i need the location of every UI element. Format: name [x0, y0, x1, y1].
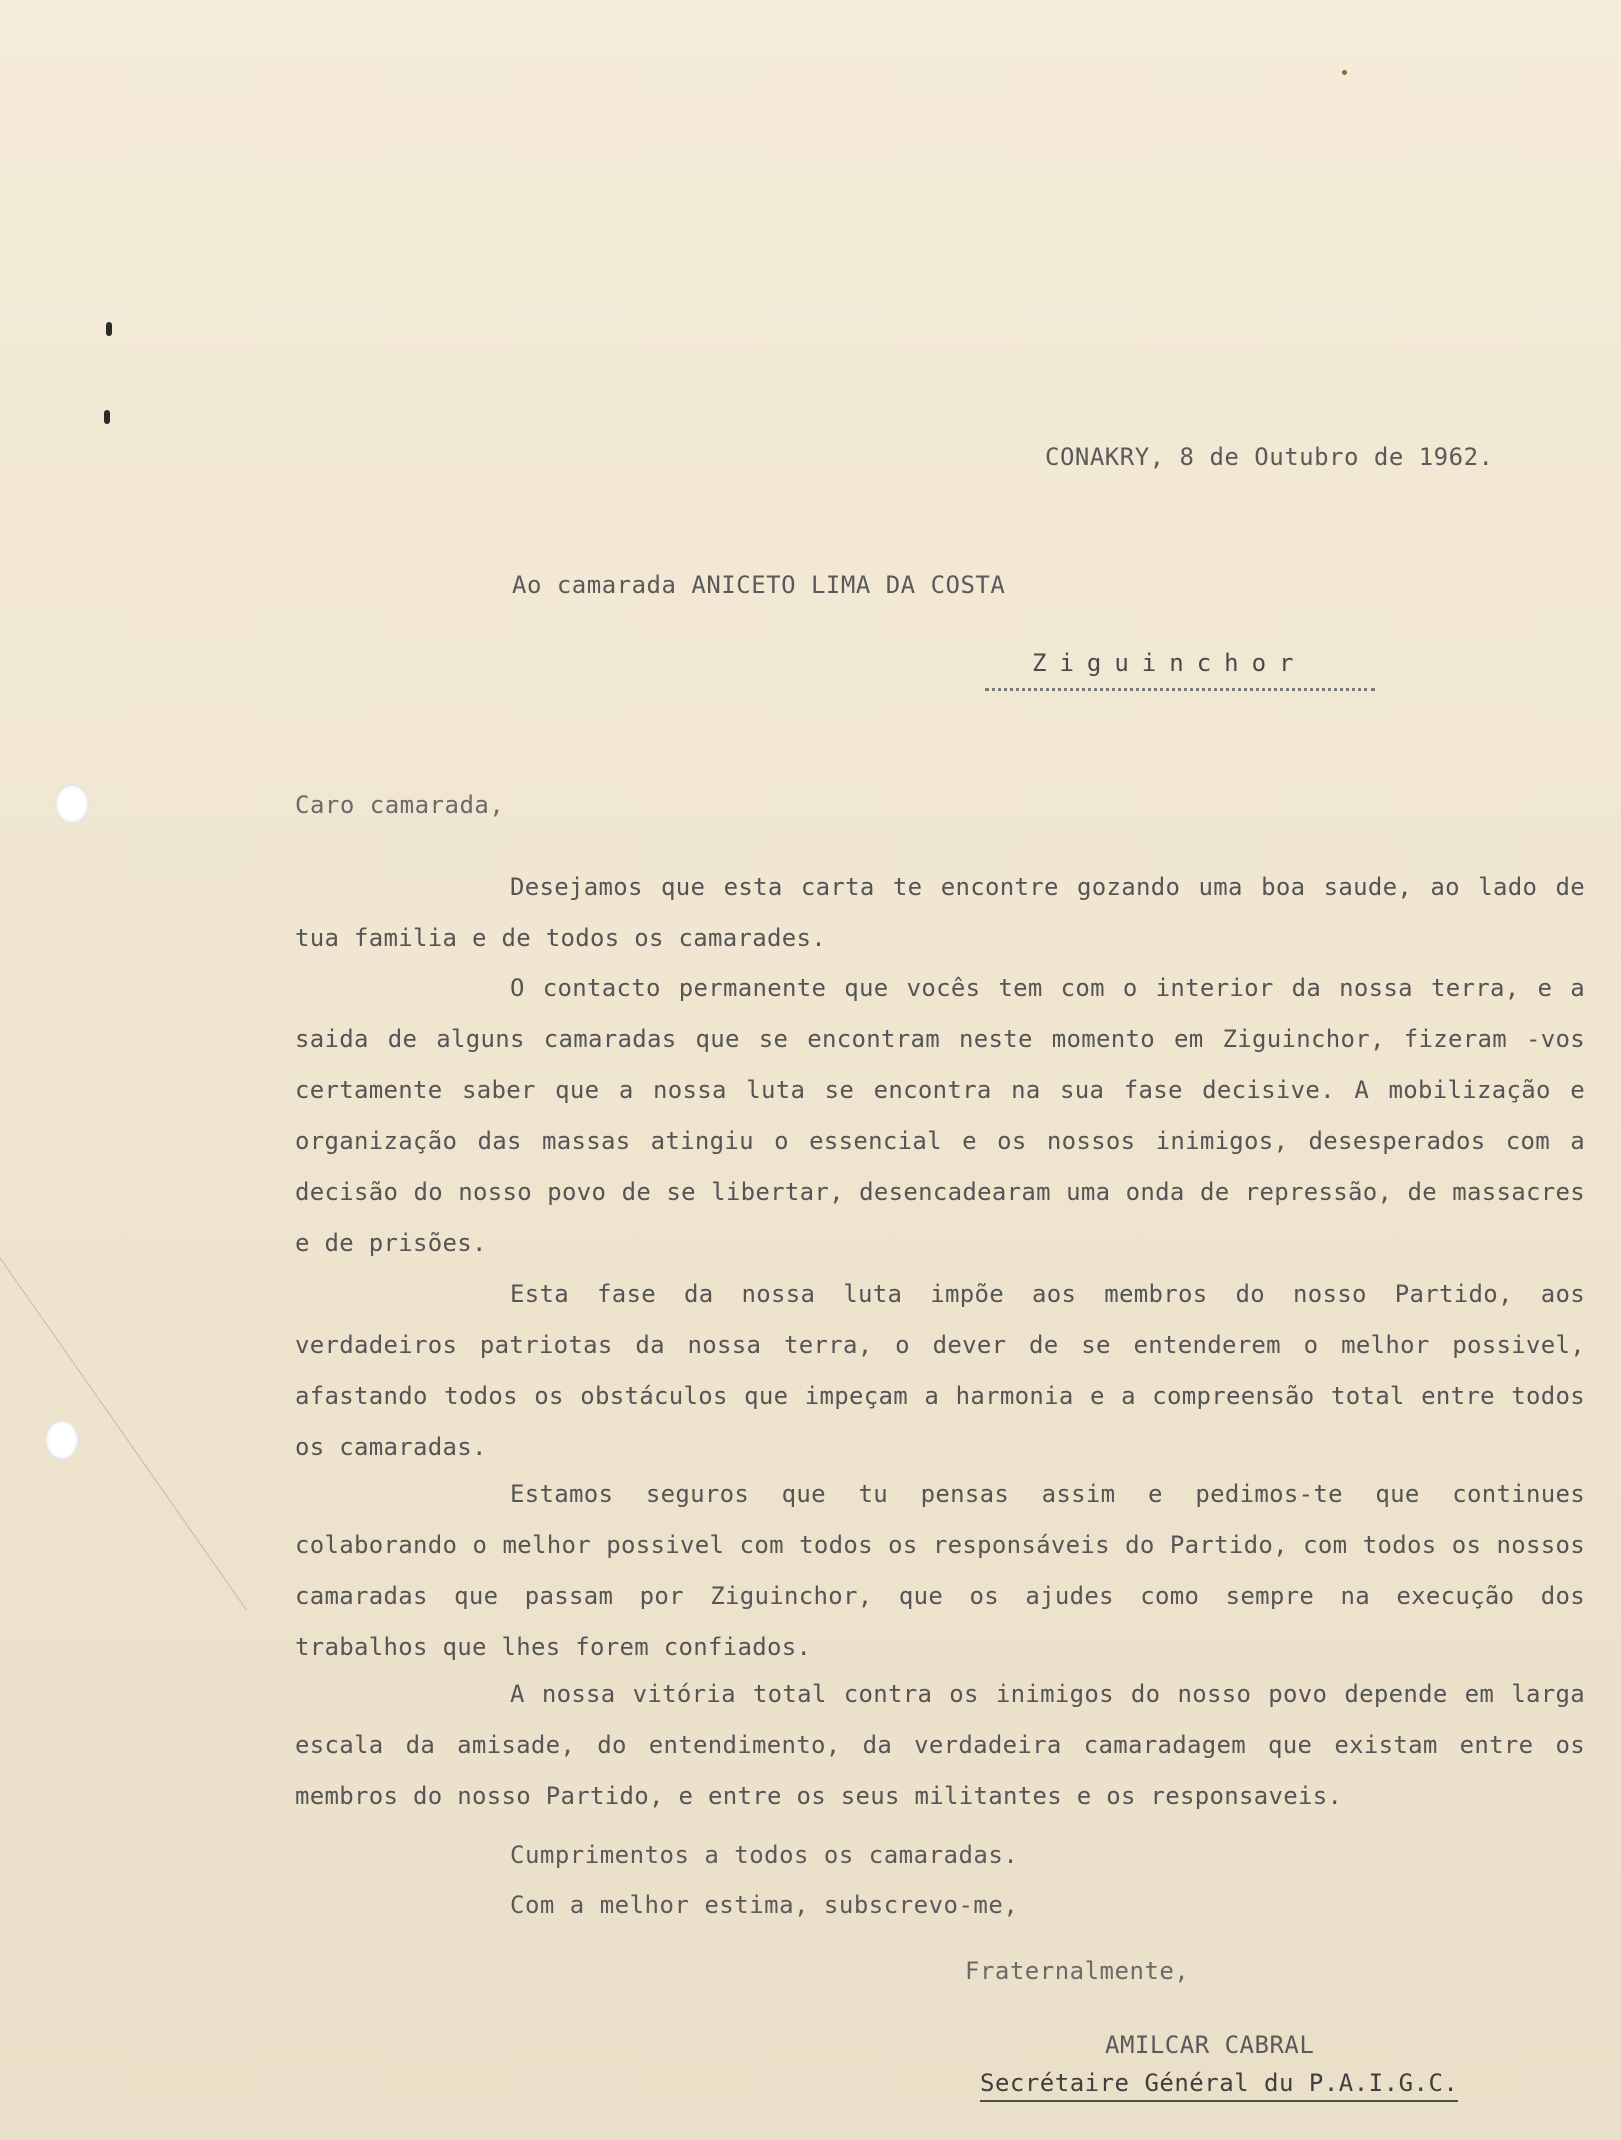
- salutation: Caro camarada,: [295, 791, 505, 819]
- signatory-name: AMILCAR CABRAL: [1105, 2031, 1315, 2059]
- recipient-city: Ziguinchor: [1032, 649, 1307, 677]
- paper-fold: [0, 1200, 247, 1610]
- ink-mark: [104, 410, 110, 424]
- closing-line: Cumprimentos a todos os camaradas.: [510, 1841, 1019, 1869]
- city-underline: [985, 688, 1375, 691]
- body-paragraph: A nossa vitória total contra os inimigos do nosso povo depende em larga escala da amisade, do entendimento, da verdadeira camaradagem que existam entre os membros do nosso Partido, e entre os seus militantes e os responsaveis.: [295, 1680, 1585, 1810]
- letter-date: CONAKRY, 8 de Outubro de 1962.: [1045, 443, 1494, 471]
- body-paragraph: Desejamos que esta carta te encontre gozando uma boa saude, ao lado de tua familia e de todos os camarades.: [295, 873, 1585, 952]
- closing-line: Com a melhor estima, subscrevo-me,: [510, 1891, 1019, 1919]
- body-paragraph: Esta fase da nossa luta impõe aos membros do nosso Partido, aos verdadeiros patriotas da nossa terra, o dever de se entenderem o melhor possivel, afastando todos os obstáculos que impeçam a harmonia e a compreensão total entre todos os camaradas.: [295, 1280, 1585, 1461]
- signatory-title: Secrétaire Général du P.A.I.G.C.: [980, 2068, 1458, 2102]
- ink-speck: [1342, 70, 1347, 75]
- body-paragraph: Estamos seguros que tu pensas assim e pedimos-te que continues colaborando o melhor possivel com todos os responsáveis do Partido, com todos os nossos camaradas que passam por Ziguinchor, que os ajudes como sempre na execução dos trabalhos que lhes forem confiados.: [295, 1480, 1585, 1661]
- valediction: Fraternalmente,: [965, 1957, 1190, 1985]
- punch-hole: [45, 1420, 79, 1460]
- addressee: Ao camarada ANICETO LIMA DA COSTA: [512, 571, 1006, 599]
- punch-hole: [55, 784, 89, 824]
- ink-mark: [106, 322, 112, 336]
- body-paragraph: O contacto permanente que vocês tem com o interior da nossa terra, e a saida de alguns camaradas que se encontram neste momento em Ziguinchor, fizeram -vos certamente saber que a nossa luta se encontra na sua fase decisive. A mobilização e organização das massas atingiu o essencial e os nossos inimigos, desesperados com a decisão do nosso povo de se libertar, desencadearam uma onda de repressão, de massacres e de prisões.: [295, 974, 1585, 1257]
